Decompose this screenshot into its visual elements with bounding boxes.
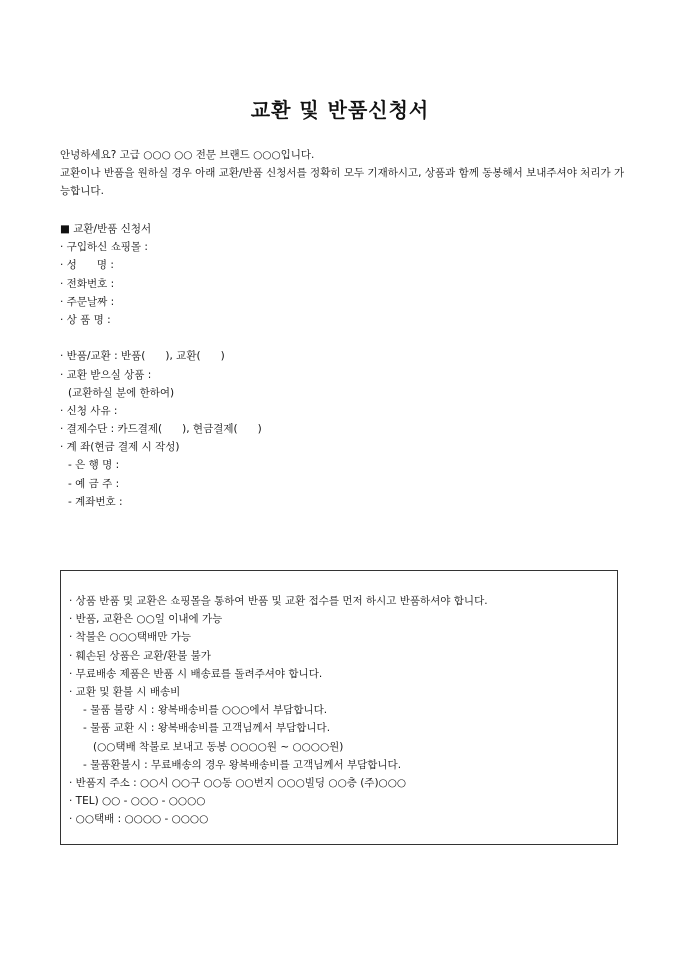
- field-account-number: - 계좌번호 :: [68, 495, 123, 508]
- notice-item: · TEL) ○○ - ○○○ - ○○○○: [69, 795, 206, 808]
- field-return-exchange: · 반품/교환 : 반품( ), 교환( ): [60, 350, 225, 363]
- field-account-holder: - 예 금 주 :: [68, 477, 120, 490]
- field-reason: · 신청 사유 :: [60, 404, 118, 417]
- notice-item: · 상품 반품 및 교환은 쇼핑몰을 통하여 반품 및 교환 접수를 먼저 하시고 반품하셔야 합니다.: [69, 595, 488, 607]
- form-section-title: ■ 교환/반품 신청서: [60, 223, 152, 235]
- intro-greeting: 안녕하세요? 고급 ○○○ ○○ 전문 브랜드 ○○○입니다.: [60, 149, 315, 161]
- field-shop: · 구입하신 쇼핑몰 :: [60, 241, 148, 254]
- field-name: · 성 명 :: [60, 259, 114, 272]
- notice-item: · 착불은 ○○○택배만 가능: [69, 631, 191, 644]
- notice-item: · 반품지 주소 : ○○시 ○○구 ○○동 ○○번지 ○○○빌딩 ○○층 (주)○○○: [69, 776, 407, 789]
- spacer: [60, 329, 620, 347]
- field-exchange-item: · 교환 받으실 상품 :: [60, 368, 152, 381]
- application-form: [60, 220, 620, 511]
- notice-item: · 무료배송 제품은 반품 시 배송료를 돌려주셔야 합니다.: [69, 667, 323, 680]
- field-product: · 상 품 명 :: [60, 313, 111, 326]
- field-payment: · 결제수단 : 카드결제( ), 현금결제( ): [60, 423, 262, 436]
- notice-box: [60, 570, 618, 845]
- notice-subitem: - 물품 불량 시 : 왕복배송비를 ○○○에서 부담합니다.: [83, 704, 328, 717]
- notice-list: [69, 592, 488, 828]
- notice-subitem: - 물품환불시 : 무료배송의 경우 왕복배송비를 고객님께서 부담합니다.: [83, 758, 402, 771]
- field-order-date: · 주문날짜 :: [60, 295, 115, 308]
- intro-text: [60, 146, 630, 200]
- field-phone: · 전화번호 :: [60, 277, 115, 290]
- notice-subitem: - 물품 교환 시 : 왕복배송비를 고객님께서 부담합니다.: [83, 722, 331, 735]
- notice-item: · 교환 및 환불 시 배송비: [69, 685, 181, 698]
- intro-instructions: 교환이나 반품을 원하실 경우 아래 교환/반품 신청서를 정확히 모두 기재하시고, 상품과 함께 동봉해서 보내주셔야 처리가 가능합니다.: [60, 167, 625, 197]
- notice-subitem-note: (○○택배 착불로 보내고 동봉 ○○○○원 ~ ○○○○원): [93, 740, 344, 753]
- field-bank-name: - 은 행 명 :: [68, 459, 120, 472]
- field-exchange-note: (교환하실 분에 한하여): [68, 386, 175, 399]
- field-account: · 계 좌(현금 결제 시 작성): [60, 441, 180, 454]
- notice-item: · ○○택배 : ○○○○ - ○○○○: [69, 813, 209, 826]
- document-title: 교환 및 반품신청서: [250, 98, 430, 122]
- notice-item: · 반품, 교환은 ○○일 이내에 가능: [69, 613, 223, 626]
- notice-item: · 훼손된 상품은 교환/환불 불가: [69, 649, 211, 662]
